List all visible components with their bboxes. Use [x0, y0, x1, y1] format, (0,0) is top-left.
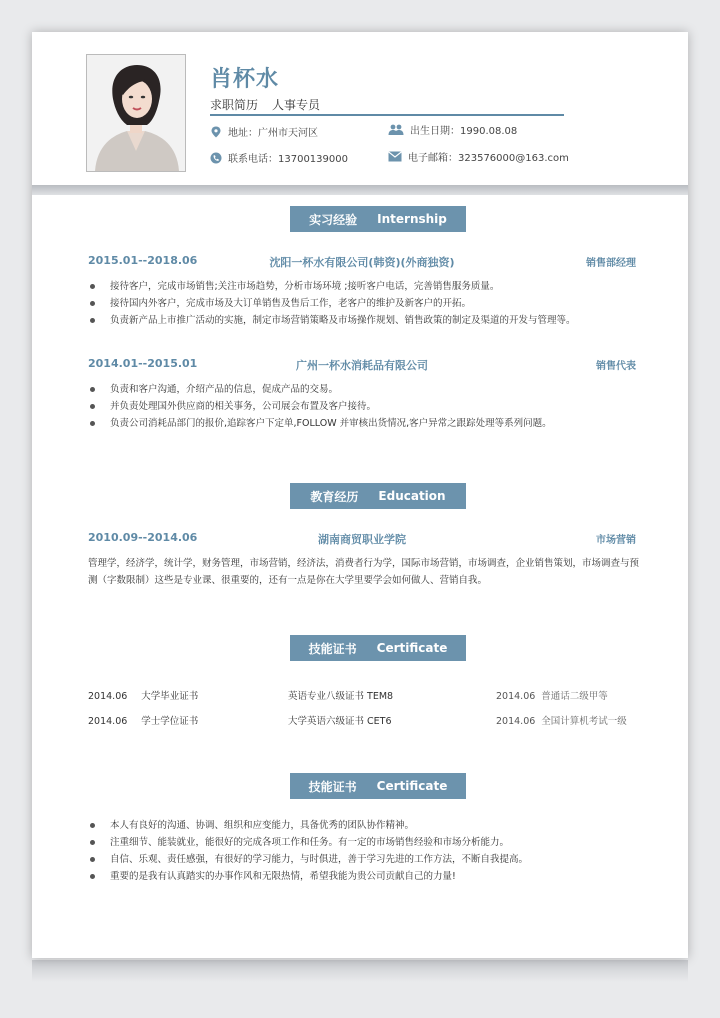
- internship-entry-1-duties: [88, 278, 648, 329]
- certificate-item: [496, 688, 608, 702]
- birth-text: 出生日期：1990.08.08: [410, 126, 518, 137]
- email-info: [388, 149, 569, 164]
- profile-photo: [86, 54, 186, 172]
- internship-entry-1-header: [88, 254, 636, 270]
- certificate-date: 2014.06: [496, 691, 536, 702]
- self-eval-title-cn: 技能证书: [308, 779, 357, 794]
- list-item: 重要的是我有认真踏实的办事作风和无限热情，希望我能为贵公司贡献自己的力量!: [88, 868, 648, 885]
- address-info: [210, 124, 318, 139]
- certificate-item: [496, 713, 627, 727]
- list-item: 注重细节、能装就业，能很好的完成各项工作和任务。有一定的市场销售经验和市场分析能力。: [88, 834, 648, 851]
- certificate-name: 英语专业八级证书 TEM8: [288, 691, 394, 702]
- certificate-title-en: Certificate: [376, 641, 448, 655]
- certificate-title-cn: 技能证书: [308, 641, 357, 656]
- education-description: 管理学，经济学，统计学，财务管理，市场营销，经济法，消费者行为学，国际市场营销，市场调查，企业销售策划，市场调查与预测（字数限制）这些是专业课、很重要的，还有一点是你在大学里要学会如何做人、营销自我。: [88, 558, 640, 586]
- certificate-name: 大学英语六级证书 CET6: [288, 716, 392, 727]
- self-evaluation-section-title: [290, 773, 466, 799]
- internship-entry-2-header: [88, 357, 636, 373]
- self-eval-title-en: Certificate: [376, 779, 448, 793]
- entry-role: 销售部经理: [586, 258, 636, 269]
- name-underline: [210, 114, 564, 116]
- education-section-title: [290, 483, 466, 509]
- phone-info: [210, 150, 348, 165]
- certificate-item: [288, 713, 392, 727]
- page-bottom-shadow: [32, 960, 688, 982]
- entry-date: 2014.01--2015.01: [88, 357, 198, 370]
- entry-date: 2015.01--2018.06: [88, 254, 198, 267]
- education-date: 2010.09--2014.06: [88, 531, 198, 544]
- certificate-name: 学士学位证书: [141, 716, 199, 727]
- resume-label: 求职简历: [210, 98, 259, 112]
- education-title-cn: 教育经历: [310, 489, 359, 504]
- certificate-date: 2014.06: [496, 716, 536, 727]
- birth-info: [388, 122, 517, 137]
- list-item: 自信、乐观、责任感强，有很好的学习能力，与时俱进，善于学习先进的工作方法，不断自我提高。: [88, 851, 648, 868]
- entry-role: 销售代表: [596, 361, 636, 372]
- certificate-item: [288, 688, 393, 702]
- internship-section-title: [290, 206, 466, 232]
- education-school: 湖南商贸职业学院: [318, 533, 406, 546]
- self-evaluation-list: [88, 817, 648, 885]
- target-role: 人事专员: [272, 98, 321, 112]
- list-item: 负责和客户沟通，介绍产品的信息，促成产品的交易。: [88, 381, 648, 398]
- entry-company: 广州一杯水消耗品有限公司: [296, 359, 428, 372]
- portrait-image: [87, 55, 185, 171]
- certificate-date: 2014.06: [88, 691, 128, 702]
- certificate-date: 2014.06: [88, 716, 128, 727]
- header-divider-band: [32, 185, 688, 195]
- list-item: 负责新产品上市推广活动的实施，制定市场营销策略及市场操作规划、销售政策的制定及渠道的开发与管理等。: [88, 312, 648, 329]
- candidate-name: 肖杯水: [210, 67, 280, 92]
- certificate-name: 普通话二级甲等: [541, 691, 608, 702]
- internship-title-en: Internship: [377, 212, 447, 226]
- mail-icon: [388, 151, 402, 162]
- education-entry-header: [88, 531, 636, 547]
- list-item: 负责公司消耗品部门的报价,追踪客户下定单,FOLLOW 并审核出货情况,客户异常之跟踪处理等系列问题。: [88, 415, 648, 432]
- certificate-item: [88, 688, 198, 702]
- certificate-name: 大学毕业证书: [141, 691, 199, 702]
- job-subtitle: [210, 96, 320, 113]
- address-text: 地址：广州市天河区: [228, 128, 318, 139]
- resume-page: [32, 32, 688, 958]
- internship-entry-2-duties: [88, 381, 648, 432]
- phone-text: 联系电话：13700139000: [228, 154, 348, 165]
- certificate-name: 全国计算机考试一级: [541, 716, 627, 727]
- location-pin-icon: [210, 126, 222, 138]
- resume-header: [32, 32, 688, 185]
- list-item: 并负责处理国外供应商的相关事务，公司展会布置及客户接待。: [88, 398, 648, 415]
- list-item: 接待国内外客户，完成市场及大订单销售及售后工作，老客户的维护及新客户的开拓。: [88, 295, 648, 312]
- list-item: 接待客户，完成市场销售;关注市场趋势，分析市场环境 ;接听客户电话，完善销售服务质量。: [88, 278, 648, 295]
- list-item: 本人有良好的沟通、协调、组织和应变能力，具备优秀的团队协作精神。: [88, 817, 648, 834]
- education-title-en: Education: [378, 489, 446, 503]
- certificate-item: [88, 713, 198, 727]
- phone-icon: [210, 152, 222, 164]
- email-text: 电子邮箱：323576000@163.com: [408, 153, 569, 164]
- certificate-section-title: [290, 635, 466, 661]
- education-major: 市场营销: [596, 535, 636, 546]
- entry-company: 沈阳一杯水有限公司(韩资)(外商独资): [269, 256, 455, 269]
- internship-title-cn: 实习经验: [309, 212, 358, 227]
- people-icon: [388, 124, 404, 136]
